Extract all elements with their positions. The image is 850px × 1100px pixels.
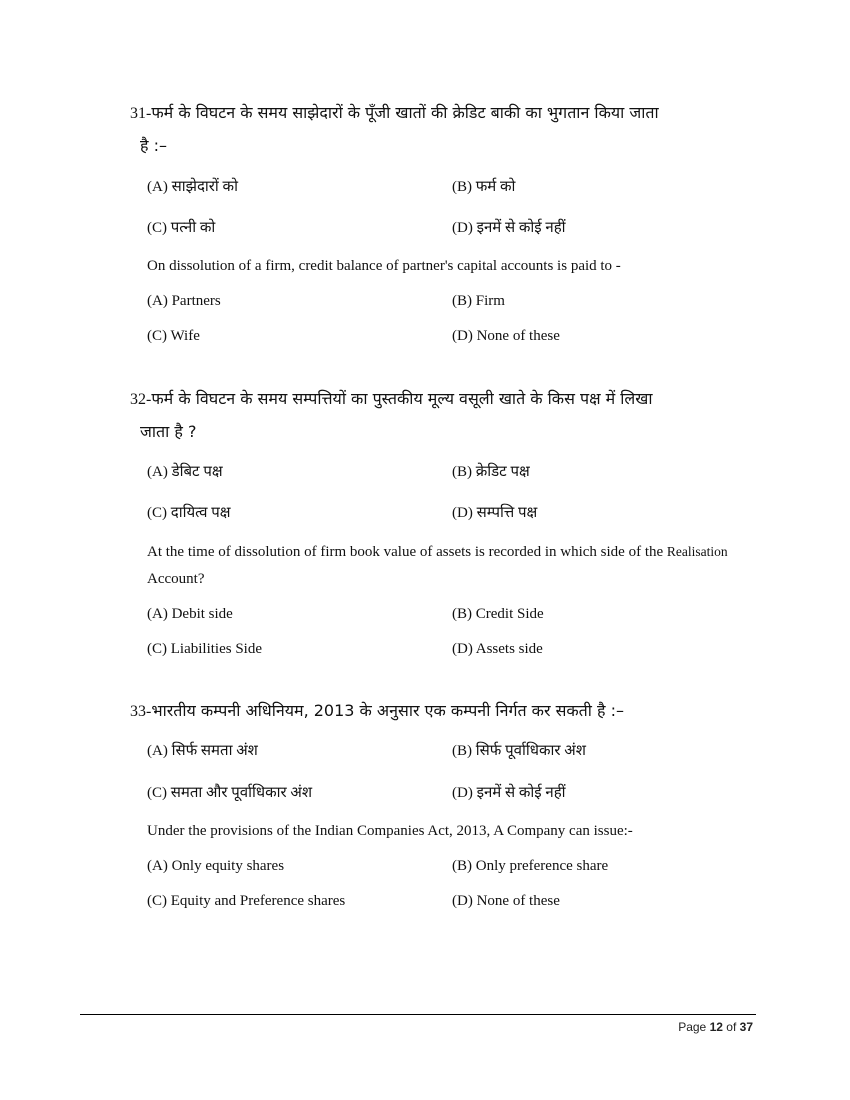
q33-hindi-option-d: (D) इनमें से कोई नहीं (452, 785, 566, 801)
page-word: Page (678, 1020, 707, 1034)
q32-english-option-b: (B) Credit Side (452, 606, 544, 622)
total-pages: 37 (739, 1020, 753, 1034)
question-text-line1: फर्म के विघटन के समय साझेदारों के पूँजी खातों की क्रेडिट बाकी का भुगतान किया जाता (151, 103, 659, 122)
q33-english-option-b: (B) Only preference share (452, 858, 609, 874)
q31-hindi-option-b: (B) फर्म को (452, 179, 516, 195)
q32-hindi-option-c: (C) दायित्व पक्ष (147, 505, 231, 521)
question-31-english: On dissolution of a firm, credit balance of partner's capital accounts is paid to - (147, 258, 621, 274)
question-33-english: Under the provisions of the Indian Companies Act, 2013, A Company can issue:- (147, 823, 633, 839)
q32-english-option-a: (A) Debit side (147, 606, 233, 622)
question-text-line2: है :– (140, 136, 167, 155)
question-32-hindi (130, 383, 752, 448)
english-line1: At the time of dissolution of firm book value of assets is recorded in which side of the (147, 544, 664, 560)
q33-hindi-option-c: (C) समता और पूर्वाधिकार अंश (147, 785, 313, 801)
q33-english-option-d: (D) None of these (452, 893, 560, 909)
question-text-line2: जाता है ? (140, 422, 197, 441)
q31-hindi-option-c: (C) पत्नी को (147, 220, 216, 236)
q32-hindi-option-a: (A) डेबिट पक्ष (147, 464, 223, 480)
q32-english-option-c: (C) Liabilities Side (147, 641, 262, 657)
footer-divider (80, 1014, 756, 1015)
q32-hindi-option-d: (D) सम्पत्ति पक्ष (452, 505, 538, 521)
q31-english-option-d: (D) None of these (452, 328, 560, 344)
q32-english-option-d: (D) Assets side (452, 641, 543, 657)
q31-english-option-b: (B) Firm (452, 293, 505, 309)
question-32-english (147, 538, 752, 593)
of-word: of (726, 1020, 737, 1034)
question-number: 31- (130, 105, 152, 122)
q31-english-option-c: (C) Wife (147, 328, 200, 344)
question-text-line1: फर्म के विघटन के समय सम्पत्तियों का पुस्तकीय मूल्य वसूली खाते के किस पक्ष में लिखा (151, 389, 653, 408)
question-number: 33- (130, 703, 152, 720)
question-33-hindi (130, 695, 752, 728)
q31-hindi-option-d: (D) इनमें से कोई नहीं (452, 220, 566, 236)
q33-hindi-option-a: (A) सिर्फ समता अंश (147, 743, 258, 759)
question-text-line1: भारतीय कम्पनी अधिनियम, 2013 के अनुसार एक कम्पनी निर्गत कर सकती है :– (151, 701, 625, 720)
current-page-number: 12 (709, 1020, 723, 1034)
q31-hindi-option-a: (A) साझेदारों को (147, 179, 238, 195)
page-footer (678, 1020, 753, 1034)
question-number: 32- (130, 391, 152, 408)
q31-english-option-a: (A) Partners (147, 293, 221, 309)
q33-english-option-a: (A) Only equity shares (147, 858, 285, 874)
q32-hindi-option-b: (B) क्रेडिट पक्ष (452, 464, 530, 480)
q33-english-option-c: (C) Equity and Preference shares (147, 893, 346, 909)
q33-hindi-option-b: (B) सिर्फ पूर्वाधिकार अंश (452, 743, 586, 759)
english-line1-tail: Realisation (666, 544, 728, 559)
english-line2: Account? (147, 571, 205, 587)
question-31-hindi (130, 97, 752, 162)
